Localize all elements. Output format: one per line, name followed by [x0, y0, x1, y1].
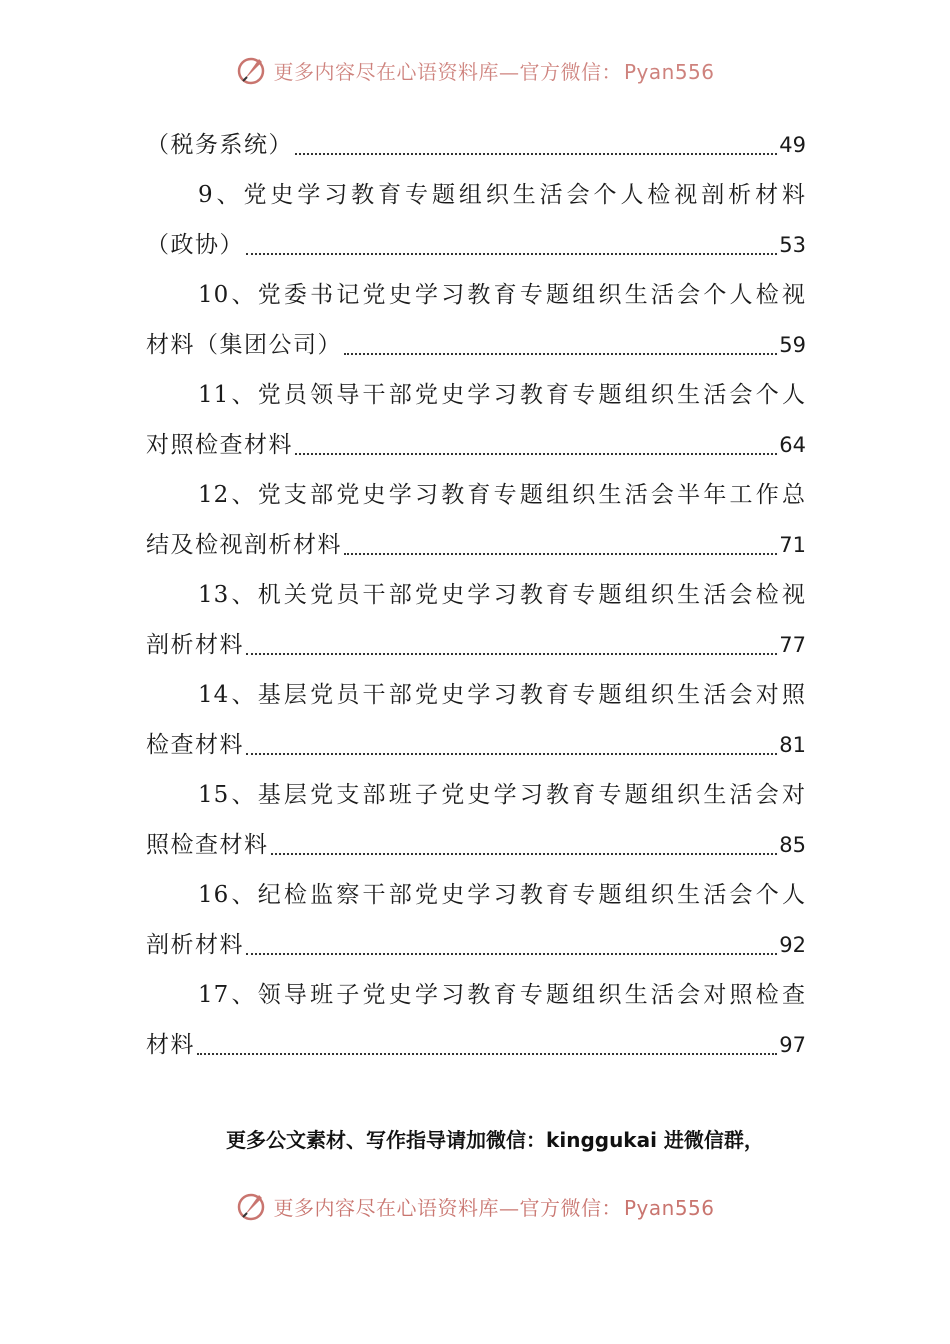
toc-entry-8-cont	[146, 120, 806, 170]
toc-entry-title: 材料	[146, 1032, 195, 1058]
toc-entry-9-title: 9、党史学习教育专题组织生活会个人检视剖析材料	[198, 182, 806, 208]
toc-entry-title: （税务系统）	[146, 132, 293, 158]
toc-page-number: 77	[779, 633, 806, 657]
toc-leader-dots	[197, 1053, 777, 1055]
toc-leader-dots	[295, 153, 777, 155]
toc-page-number: 92	[779, 933, 806, 957]
footer-note: 更多公文素材、写作指导请加微信：kinggukai 进微信群，	[226, 1128, 764, 1152]
table-of-contents	[146, 120, 806, 1070]
toc-entry-12-cont	[146, 520, 806, 570]
toc-leader-dots	[246, 253, 777, 255]
toc-leader-dots	[246, 953, 777, 955]
toc-entry-title: 检查材料	[146, 732, 244, 758]
toc-entry-17-cont	[146, 1020, 806, 1070]
toc-entry-title: 结及检视剖析材料	[146, 532, 342, 558]
toc-entry-14-cont	[146, 720, 806, 770]
toc-entry-title: 材料（集团公司）	[146, 332, 342, 358]
toc-entry-11-title: 11、党员领导干部党史学习教育专题组织生活会个人	[198, 382, 806, 408]
toc-entry-title: 剖析材料	[146, 932, 244, 958]
toc-entry-13-title: 13、机关党员干部党史学习教育专题组织生活会检视	[198, 582, 806, 608]
toc-entry-10-title: 10、党委书记党史学习教育专题组织生活会个人检视	[198, 282, 806, 308]
watermark-bottom	[0, 1186, 950, 1226]
toc-leader-dots	[271, 853, 778, 855]
toc-entry-9-cont	[146, 220, 806, 270]
toc-leader-dots	[344, 553, 777, 555]
toc-page-number: 71	[779, 533, 806, 557]
toc-page-number: 59	[779, 333, 806, 357]
toc-page-number: 97	[779, 1033, 806, 1057]
toc-entry-title: 对照检查材料	[146, 432, 293, 458]
toc-entry-11-cont	[146, 420, 806, 470]
toc-page-number: 85	[779, 833, 806, 857]
toc-leader-dots	[295, 453, 777, 455]
toc-page-number: 64	[779, 433, 806, 457]
toc-entry-12-title: 12、党支部党史学习教育专题组织生活会半年工作总	[198, 482, 806, 508]
toc-leader-dots	[246, 753, 777, 755]
watermark-text: 更多内容尽在心语资料库—官方微信： Pyan556	[273, 59, 715, 84]
toc-entry-13-cont	[146, 620, 806, 670]
toc-entry-title: 照检查材料	[146, 832, 269, 858]
toc-entry-15-title: 15、基层党支部班子党史学习教育专题组织生活会对	[198, 782, 806, 808]
watermark-top	[0, 50, 950, 90]
toc-leader-dots	[344, 353, 777, 355]
toc-entry-16-cont	[146, 920, 806, 970]
toc-entry-16-title: 16、纪检监察干部党史学习教育专题组织生活会个人	[198, 882, 806, 908]
toc-page-number: 53	[779, 233, 806, 257]
toc-page-number: 49	[779, 133, 806, 157]
toc-entry-17-title: 17、领导班子党史学习教育专题组织生活会对照检查	[198, 982, 806, 1008]
toc-leader-dots	[246, 653, 777, 655]
toc-entry-title: 剖析材料	[146, 632, 244, 658]
toc-entry-14-title: 14、基层党员干部党史学习教育专题组织生活会对照	[198, 682, 806, 708]
toc-page-number: 81	[779, 733, 806, 757]
watermark-text: 更多内容尽在心语资料库—官方微信： Pyan556	[273, 1195, 715, 1220]
toc-entry-10-cont	[146, 320, 806, 370]
feather-pen-logo-icon	[235, 1189, 269, 1223]
toc-entry-title: （政协）	[146, 232, 244, 258]
toc-entry-15-cont	[146, 820, 806, 870]
feather-pen-logo-icon	[235, 53, 269, 87]
